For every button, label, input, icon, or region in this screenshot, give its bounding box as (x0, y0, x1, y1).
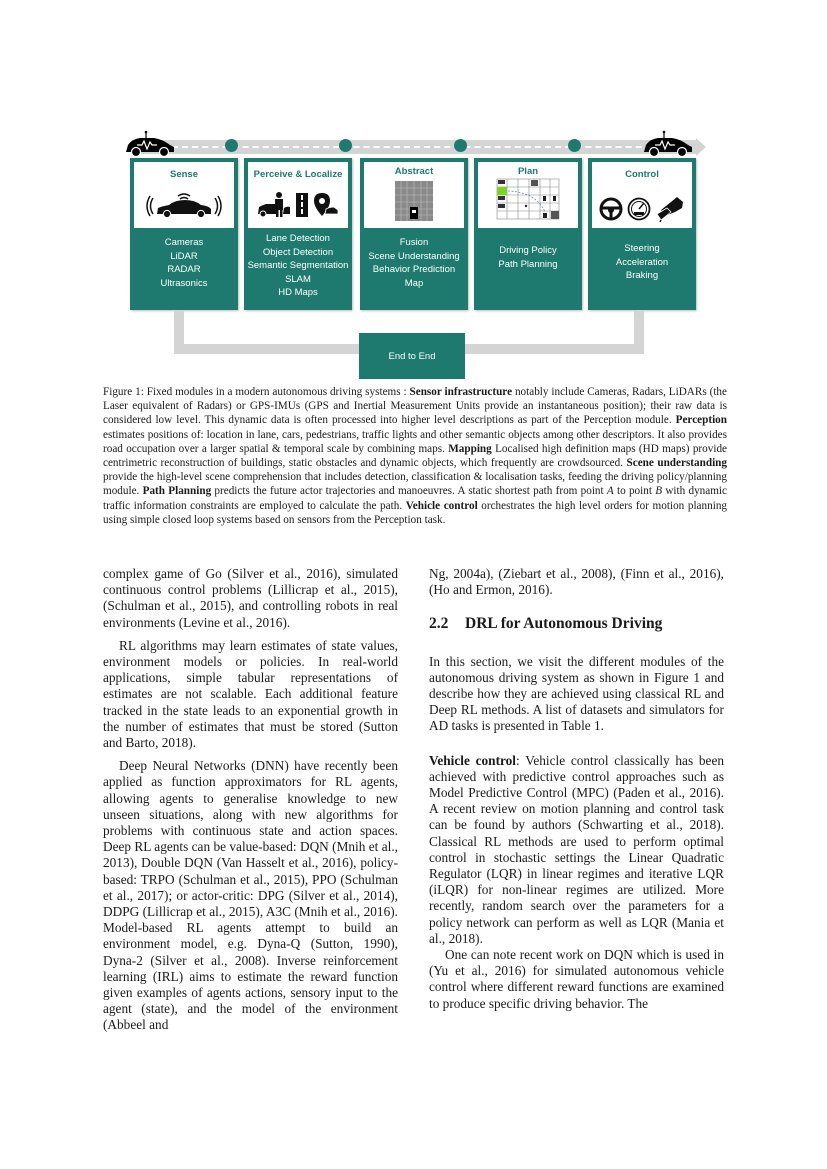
caption-term: Sensor infrastructure (409, 386, 513, 398)
section-title: DRL for Autonomous Driving (465, 615, 663, 633)
caption-text: Localised high definition maps (HD maps) provide centrimetric reconstruction of buildings, static obstacles and dynamic objects, which frequently are crowdsourced. (103, 442, 728, 470)
stage-item: Braking (625, 270, 659, 282)
stage-item: Map (404, 277, 424, 289)
paragraph: RL algorithms may learn estimates of state values, environment models or policies. In real-world applications, simple tabular representations of estimates are not scalable. Each additional feature tracked in the state leads to an exponential growth in the number of estimates that must be stored (Sutton and Barto, 2018). (103, 637, 398, 751)
path-planning-grid-icon (496, 178, 560, 220)
stage-item: Fusion (399, 237, 429, 248)
section-number: 2.2 (429, 615, 449, 633)
figure-caption (103, 385, 727, 527)
paragraph: One can note recent work on DQN which is used in (Yu et al., 2016) for simulated autonomous vehicle control where different reward functions are examined to produce specific driving behavior. The (429, 947, 724, 1011)
stage-item: Behavior Prediction (372, 264, 456, 276)
pipeline-node (568, 139, 581, 152)
caption-math: A (606, 485, 614, 498)
stage-item: Cameras (164, 237, 204, 248)
stage-item: RADAR (167, 264, 201, 276)
car-sensor-waves-icon (145, 190, 223, 220)
stage-item: Lane Detection (266, 233, 330, 244)
stage-items (130, 236, 238, 290)
paragraph: Ng, 2004a), (Ziebart et al., 2008), (Finn et al., 2016), (Ho and Ermon, 2016). (429, 566, 724, 598)
pipeline-node (339, 139, 352, 152)
caption-text: predicts the future actor trajectories and manoeuvres. A static shortest path from point (211, 485, 607, 498)
stage-item: Object Detection (262, 246, 334, 258)
pipeline-node (225, 139, 238, 152)
pipeline-node (454, 139, 467, 152)
occupancy-grid-icon (395, 181, 433, 221)
stage-header (478, 162, 578, 228)
paragraph: In this section, we visit the different modules of the autonomous driving system as shown in Figure 1 and describe how they are achieved using classical RL and Deep RL methods. A list of datasets and simulators for AD tasks is presented in Table 1. (429, 653, 724, 734)
stage-items (474, 244, 582, 271)
lane-road-icon (295, 192, 309, 218)
stage-perceive-localize (244, 158, 352, 310)
stage-header (248, 162, 348, 228)
stage-item: Scene Understanding (368, 250, 460, 262)
caption-term: Vehicle control (405, 499, 478, 512)
paragraph-lead: Vehicle control (429, 752, 517, 768)
location-pin-car-icon (313, 192, 339, 218)
paragraph (429, 753, 724, 947)
stage-title: Control (625, 169, 659, 180)
stage-item: Driving Policy (499, 245, 557, 256)
paragraph: Deep Neural Networks (DNN) have recently been applied as function approximators for RL agents, allowing agents to generalise knowledge to new unseen situations, along with new algorithms for problems with continuous state and action spaces. Deep RL agents can be value-based: DQN (Mnih et al., 2013), Double DQN (Van Hasselt et al., 2016), policy-based: TRPO (Schulman et al., 2015), PPO (Schulman et al., 2017); or actor-critic: DPG (Silver et al., 2014), DDPG (Lillicrap et al., 2015), A3C (Mnih et al., 2016). Model-based RL agents attempt to build an environment model, e.g. Dyna-Q (Sutton, 1990), Dyna-2 (Silver et al., 2008). Inverse reinforcement learning (IRL) aims to estimate the reward function given examples of agents actions, sensory input to the agent (state), and the model of the environment (Abbeel and (103, 758, 398, 1033)
caption-text: provide the high-level scene comprehension that includes detection, classification & localisation tasks, feeding the driving policy/planning module. (103, 471, 727, 498)
caption-text: estimates positions of: location in lane, cars, pedestrians, traffic lights and other semantic objects among other descriptors. It also provides road occupation over a larger spatial & temporal scale by combining maps. (103, 428, 727, 455)
steering-wheel-icon (599, 197, 623, 221)
road-arrow-head (696, 138, 706, 156)
stage-item: Ultrasonics (160, 277, 208, 289)
end-to-end-connector (174, 344, 359, 354)
stage-item: SLAM (285, 273, 311, 285)
stage-item: Path Planning (498, 258, 558, 270)
stage-title: Sense (170, 169, 198, 180)
stage-control (588, 158, 696, 310)
stage-items (360, 236, 468, 290)
pedestrian-car-icon (257, 192, 291, 218)
caption-term: Scene understanding (626, 457, 727, 470)
caption-term: Path Planning (142, 485, 212, 498)
right-column (429, 566, 724, 1012)
caption-math: B (655, 485, 663, 498)
end-to-end-connector (634, 310, 644, 354)
stage-item: Steering (624, 243, 660, 254)
stage-header (134, 162, 234, 228)
stage-title: Perceive & Localize (253, 169, 343, 180)
paragraph: complex game of Go (Silver et al., 2016), simulated continuous control problems (Lillicrap et al., 2015), (Schulman et al., 2015), and controlling robots in real environments (Levine et al., 2016). (103, 566, 398, 630)
section-heading (429, 616, 724, 632)
stage-item: HD Maps (278, 287, 318, 299)
autonomous-car-icon (642, 130, 694, 158)
stage-title: Plan (517, 166, 539, 177)
stage-item: LiDAR (170, 250, 198, 262)
stage-abstract (360, 158, 468, 310)
left-column (103, 566, 398, 1034)
stage-header (592, 162, 692, 228)
caption-text: with dynamic traffic information constraints are employed to calculate the path. (103, 485, 728, 512)
caption-text: orchestrates the high level orders for motion planning using simple closed loop systems based on sensors from the Perception task. (103, 499, 728, 526)
caption-term: Perception (675, 414, 727, 427)
speedometer-icon (627, 197, 651, 221)
stage-header (364, 162, 464, 228)
paragraph-text: : Vehicle control classically has been achieved with predictive control approaches such as Model Predictive Control (MPC) (Paden et al., 2016). A recent review on motion planning and control task can be found by authors (Schwarting et al., 2018). Classical RL methods are used to perform optimal control in stochastic settings the Linear Quadratic Regulator (LQR) in linear regimes and iterative LQR (iLQR) for non-linear regimes are utilized. More recently, random search over the parameters for a policy network can perform as well as LQR (Mania et al., 2018). (429, 752, 724, 946)
caption-term: Mapping (448, 442, 492, 455)
stage-item: Semantic Segmentation (247, 260, 349, 272)
stage-sense (130, 158, 238, 310)
figure-1-diagram (122, 128, 712, 378)
caption-label: Figure 1: Fixed modules in a modern autonomous driving systems : (103, 386, 410, 398)
end-to-end-connector (465, 344, 644, 354)
stage-item: Acceleration (615, 256, 669, 268)
stage-plan (474, 158, 582, 310)
stage-title: Abstract (394, 166, 434, 177)
autonomous-car-icon (124, 130, 176, 158)
end-to-end-box: End to End (359, 333, 465, 379)
road-dashed-line (172, 146, 672, 148)
caption-text: notably include Cameras, Radars, LiDARs (the Laser equivalent of Radars) or GPS-IMUs (GPS and Inertial Measurement Units provide an instantaneous position); their raw data is considered low level. This dynamic data is often processed into higher level descriptions as part of the Perception module. (103, 386, 727, 427)
stage-items (588, 242, 696, 283)
stage-items (244, 232, 352, 300)
caption-text: to point (613, 485, 656, 498)
brake-pedal-icon (655, 196, 685, 222)
